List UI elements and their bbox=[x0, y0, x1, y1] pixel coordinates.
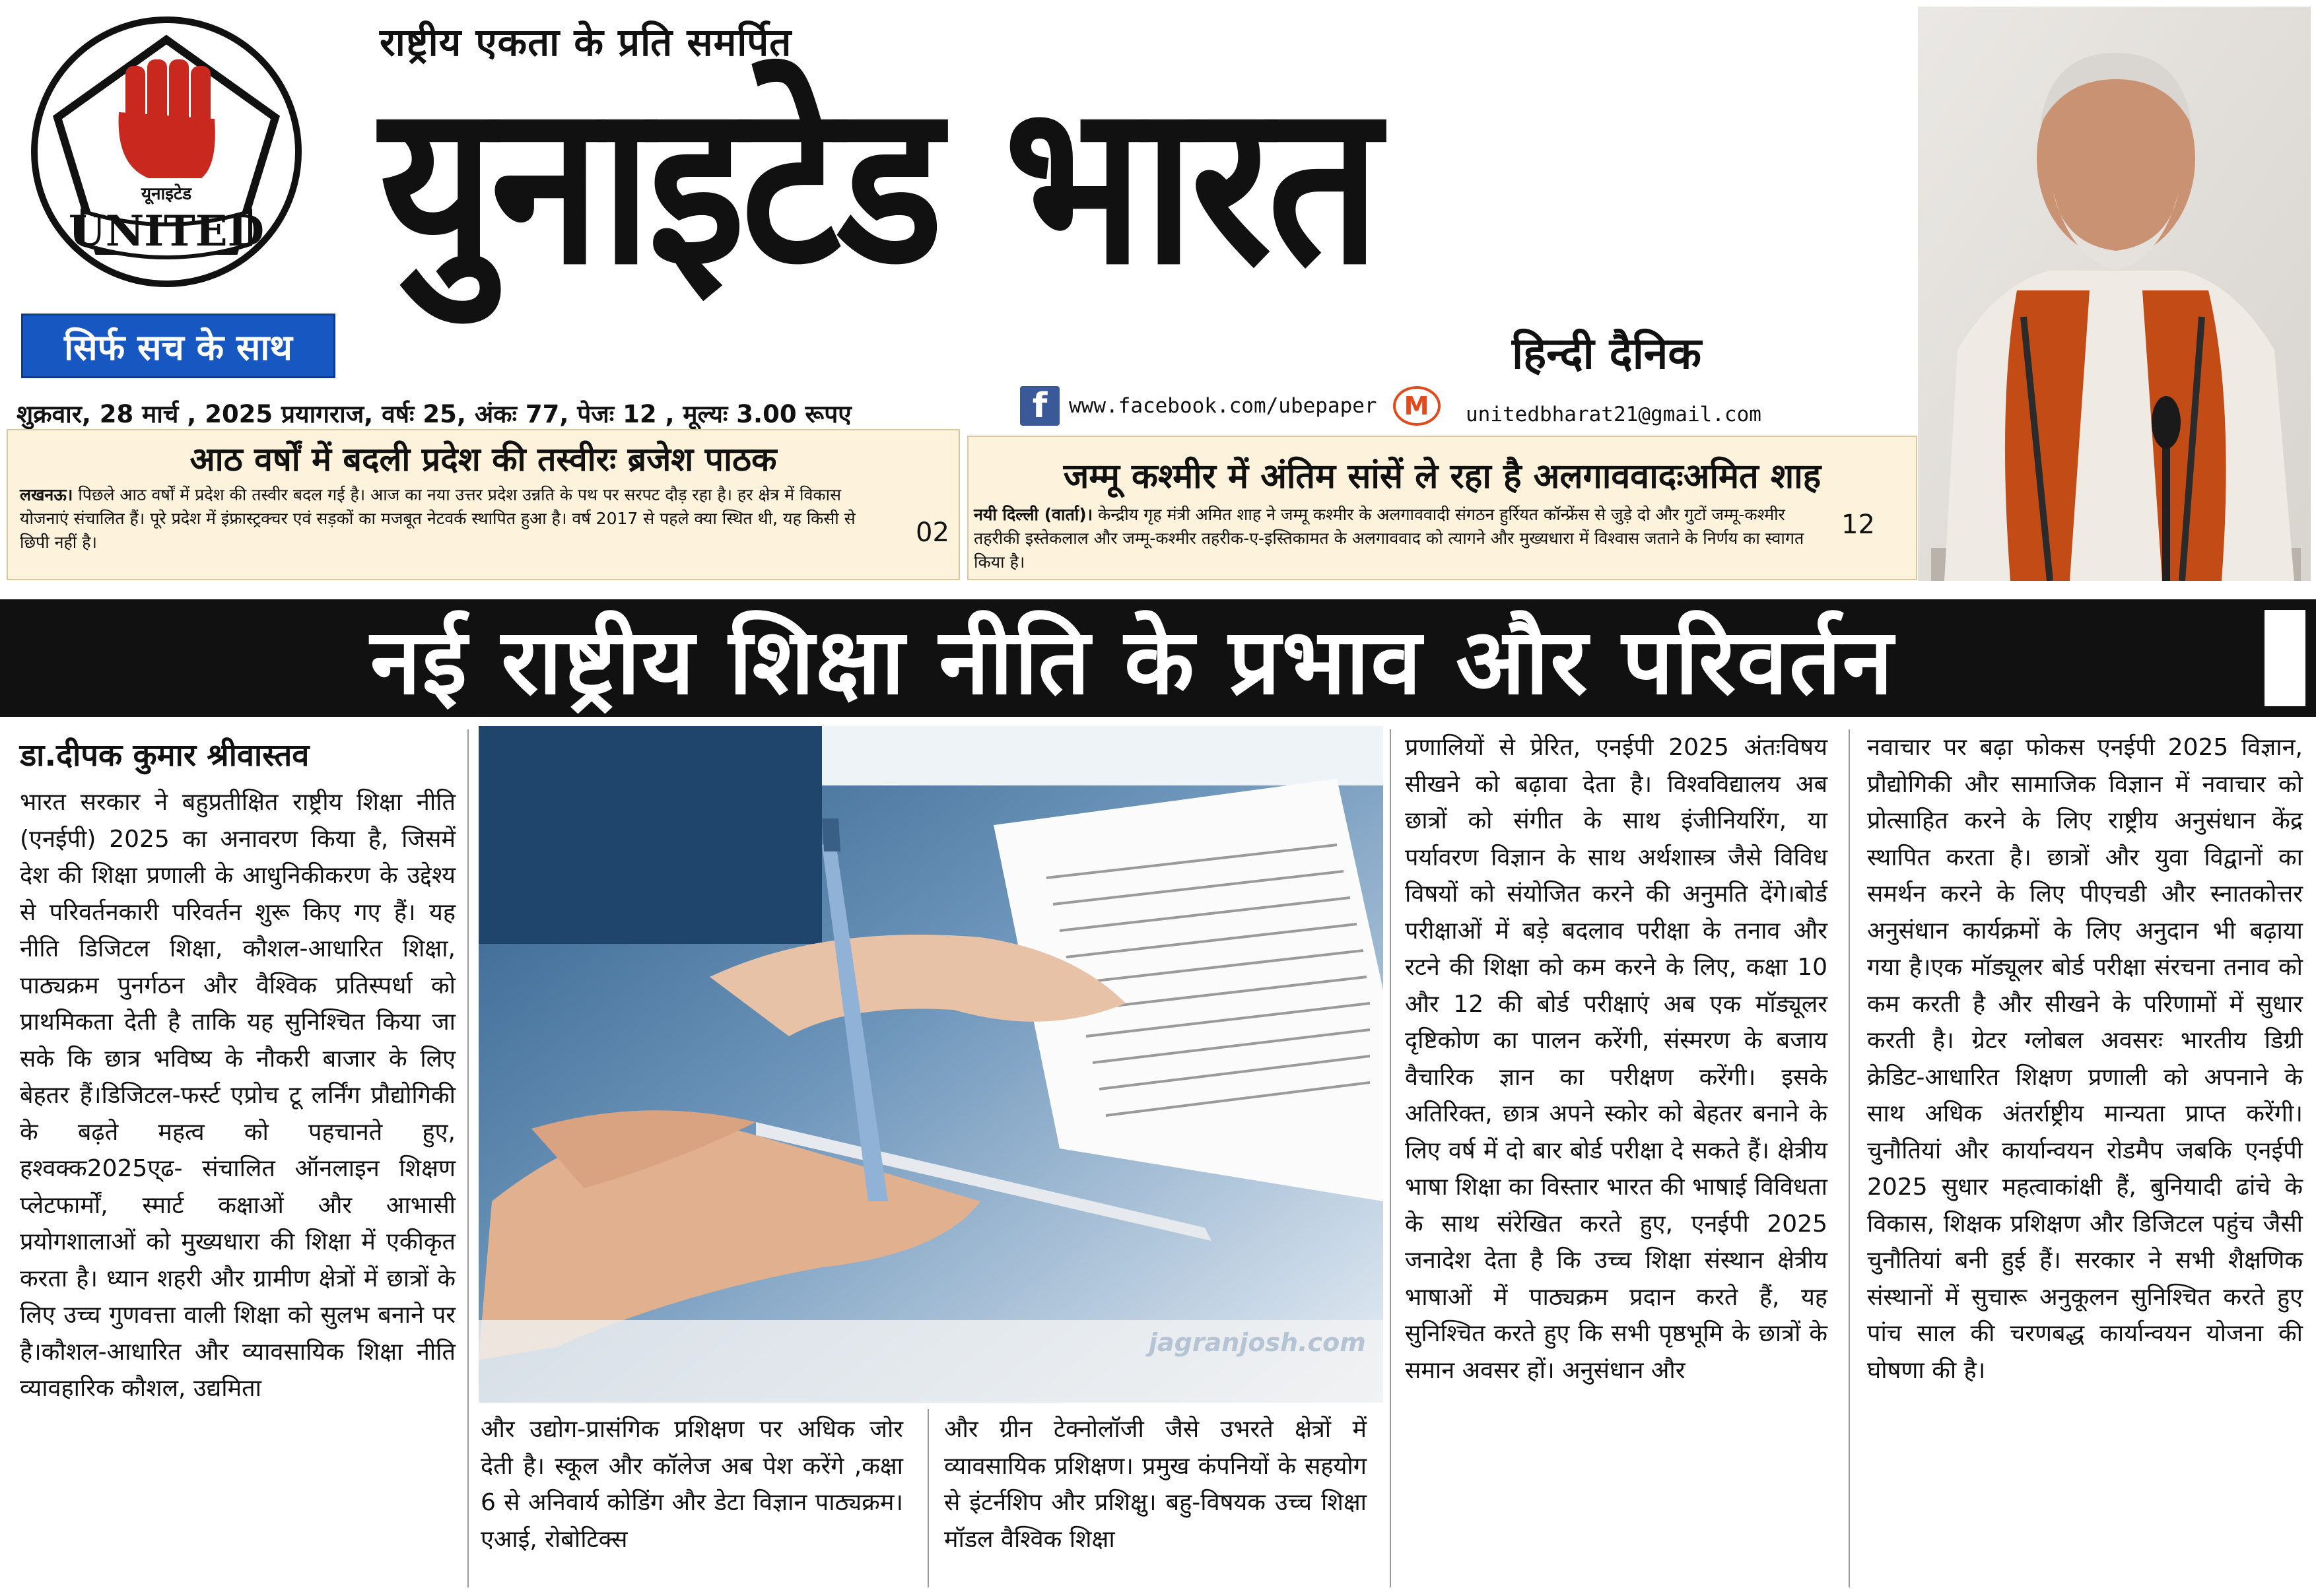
brief-headline: आठ वर्षों में बदली प्रदेश की तस्वीरः ब्रजेश पाठक bbox=[189, 440, 777, 479]
brief-page-ref: 12 bbox=[1841, 510, 1875, 540]
article-column-2b: और ग्रीन टेक्नोलॉजी जैसे उभरते क्षेत्रों में व्यावसायिक प्रशिक्षण। प्रमुख कंपनियों के सहयोग से इंटर्नशिप और प्रशिक्षु। बहु-विषयक उच्च शिक्षा मॉडल वैश्विक शिक्षा bbox=[944, 1416, 1367, 1553]
handshake-document-photo bbox=[479, 726, 1383, 1403]
brief-body bbox=[974, 503, 1832, 574]
facebook-icon: f bbox=[1020, 386, 1060, 426]
article-column-1: भारत सरकार ने बहुप्रतीक्षित राष्ट्रीय शिक्षा नीति (एनईपी) 2025 का अनावरण किया है, जिसमें देश की शिक्षा प्रणाली के आधुनिकीकरण के उद्देश्य से परिवर्तनकारी परिवर्तन शुरू किए गए हैं। यह नीति डिजिटल शिक्षा, कौशल-आधारित शिक्षा, पाठ्यक्रम पुनर्गठन और वैश्विक प्रतिस्पर्धा को प्राथमिकता देती है ताकि यह सुनिश्चित किया जा सके कि छात्र भविष्य के नौकरी बाजार के लिए बेहतर हैं।डिजिटल-फर्स्ट एप्रोच टू लर्निंग प्रौद्योगिकी के बढ़ते महत्व को पहचानते हुए, हश्वक्क2025ए्ढ- संचालित ऑनलाइन शिक्षण प्लेटफार्मों, स्मार्ट कक्षाओं और आभासी प्रयोगशालाओं को मुख्यधारा की शिक्षा में एकीकृत करता है। ध्यान शहरी और ग्रामीण क्षेत्रों में छात्रों के लिए उच्च गुणवत्ता वाली शिक्षा को सुलभ बनाने पर है।कौशल-आधारित और व्यावसायिक शिक्षा नीति व्यावहारिक कौशल, उद्यमिता bbox=[20, 789, 456, 1402]
brief-text: पिछले आठ वर्षों में प्रदेश की तस्वीर बदल गई है। आज का नया उत्तर प्रदेश उन्नति के पथ पर सरपट दौड़ रहा है। हर क्षेत्र में विकास योजनाएं संचालित हैं। पूरे प्रदेश में इंफ्रास्ट्रक्चर एवं सड़कों का मजबूत नेटवर्क स्थापित हुआ है। वर्ष 2017 से पहले क्या स्थित थी, यह किसी से छिपी नहीं है। bbox=[20, 485, 856, 552]
facebook-url[interactable]: www.facebook.com/ubepaper bbox=[1069, 394, 1377, 418]
leader-portrait-photo bbox=[1918, 7, 2311, 581]
social-links bbox=[1020, 386, 1441, 426]
article-byline: डा.दीपक कुमार श्रीवास्तव bbox=[20, 737, 310, 774]
column-divider bbox=[467, 729, 469, 1587]
newspaper-subtitle: हिन्दी दैनिक bbox=[1512, 328, 1702, 379]
article-column-4: नवाचार पर बढ़ा फोकस एनईपी 2025 विज्ञान, प्रौद्योगिकी और सामाजिक विज्ञान में नवाचार को प्रोत्साहित करने के लिए राष्ट्रीय अनुसंधान केंद्र स्थापित करता है। छात्रों और युवा विद्वानों का समर्थन करने के लिए पीएचडी और स्नातकोत्तर अनुसंधान कार्यक्रमों के लिए अनुदान भी बढ़ाया गया है।एक मॉड्यूलर बोर्ड परीक्षा संरचना तनाव को कम करती है और सीखने के परिणामों में सुधार करती है। ग्रेटर ग्लोबल अवसरः भारतीय डिग्री क्रेडिट-आधारित शिक्षण प्रणाली को अपनाने के साथ अधिक अंतर्राष्ट्रीय मान्यता प्राप्त करेंगी। चुनौतियां और कार्यान्वयन रोडमैप जबकि एनईपी 2025 सुधार महत्वाकांक्षी हैं, बुनियादी ढांचे के विकास, शिक्षक प्रशिक्षण और डिजिटल पहुंच जैसी चुनौतियां बनी हुई हैं। सरकार ने सभी शैक्षणिक संस्थानों में सुचारू अनुकूलन सुनिश्चित करते हुए पांच साल की चरणबद्ध कार्यान्वयन योजना की घोषणा की है। bbox=[1867, 734, 2303, 1384]
contact-email[interactable]: unitedbharat21@gmail.com bbox=[1466, 403, 1761, 426]
issue-dateline: शुक्रवार, 28 मार्च , 2025 प्रयागराज, वर्षः 25, अंकः 77, पेजः 12 , मूल्यः 3.00 रूपए bbox=[17, 400, 852, 428]
brief-dateline: लखनऊ। bbox=[20, 485, 73, 504]
newspaper-logo bbox=[17, 13, 317, 290]
column-divider bbox=[1849, 729, 1850, 1587]
brief-headline: जम्मू कश्मीर में अंतिम सांसें ले रहा है अलगाववादःअमित शाह bbox=[1063, 457, 1822, 496]
column-divider bbox=[928, 1409, 929, 1587]
main-headline: नई राष्ट्रीय शिक्षा नीति के प्रभाव और परिवर्तन bbox=[370, 609, 1895, 715]
column-divider bbox=[1390, 729, 1391, 1587]
logo-wordmark: UNITED bbox=[68, 207, 265, 256]
photo-watermark: jagranjosh.com bbox=[1149, 1328, 1366, 1357]
motto-badge: सिर्फ सच के साथ bbox=[21, 314, 335, 378]
masthead-tagline: राष्ट्रीय एकता के प्रति समर्पित bbox=[380, 20, 792, 65]
newspaper-title: युनाइटेड भारत bbox=[380, 55, 1377, 314]
gmail-icon: M bbox=[1393, 386, 1441, 426]
brief-text: केन्द्रीय गृह मंत्री अमित शाह ने जम्मू कश्मीर के अलगाववादी संगठन हुर्रियत कॉन्फ्रेंस से जुड़े दो और गुटों जम्मू-कश्मीर तहरीकी इस्तेकलाल और जम्मू-कश्मीर तहरीक-ए-इस्तिकामत के अलगाववाद को त्यागने और मुख्यधारा में विश्वास जताने के निर्णय का स्वागत किया है। bbox=[974, 505, 1804, 572]
brief-page-ref: 02 bbox=[916, 517, 949, 548]
news-brief-delhi[interactable] bbox=[967, 436, 1917, 580]
news-brief-lucknow[interactable] bbox=[7, 429, 960, 580]
headline-bar-notch bbox=[2265, 610, 2305, 706]
article-column-2a: और उद्योग-प्रासंगिक प्रशिक्षण पर अधिक जोर देती है। स्कूल और कॉलेज अब पेश करेंगे ,कक्षा 6 से अनिवार्य कोडिंग और डेटा विज्ञान पाठ्यक्रम। एआई, रोबोटिक्स bbox=[481, 1416, 903, 1553]
brief-dateline: नयी दिल्ली (वार्ता)। bbox=[974, 505, 1093, 524]
brief-body bbox=[20, 483, 885, 554]
article-column-3: प्रणालियों से प्रेरित, एनईपी 2025 अंतःविषय सीखने को बढ़ावा देता है। विश्वविद्यालय अब छात्रों को संगीत के साथ इंजीनियरिंग, या पर्यावरण विज्ञान के साथ अर्थशास्त्र जैसे विविध विषयों को संयोजित करने की अनुमति देंगे।बोर्ड परीक्षाओं में बड़े बदलाव परीक्षा के तनाव और रटने की शिक्षा को कम करने के लिए, कक्षा 10 और 12 की बोर्ड परीक्षाएं अब एक मॉड्यूलर दृष्टिकोण का पालन करेंगी, संस्मरण के बजाय वैचारिक ज्ञान का परीक्षण करेंगी। इसके अतिरिक्त, छात्र अपने स्कोर को बेहतर बनाने के लिए वर्ष में दो बार बोर्ड परीक्षा दे सकते हैं। क्षेत्रीय भाषा शिक्षा का विस्तार भारत की भाषाई विविधता के साथ संरेखित करते हुए, एनईपी 2025 जनादेश देता है कि उच्च शिक्षा संस्थान क्षेत्रीय भाषाओं में पाठ्यक्रम प्रदान करते हैं, यह सुनिश्चित करते हुए कि सभी पृष्ठभूमि के छात्रों के समान अवसर हों। अनुसंधान और bbox=[1405, 734, 1827, 1384]
logo-hindi-wordmark: यूनाइटेड bbox=[141, 184, 192, 204]
